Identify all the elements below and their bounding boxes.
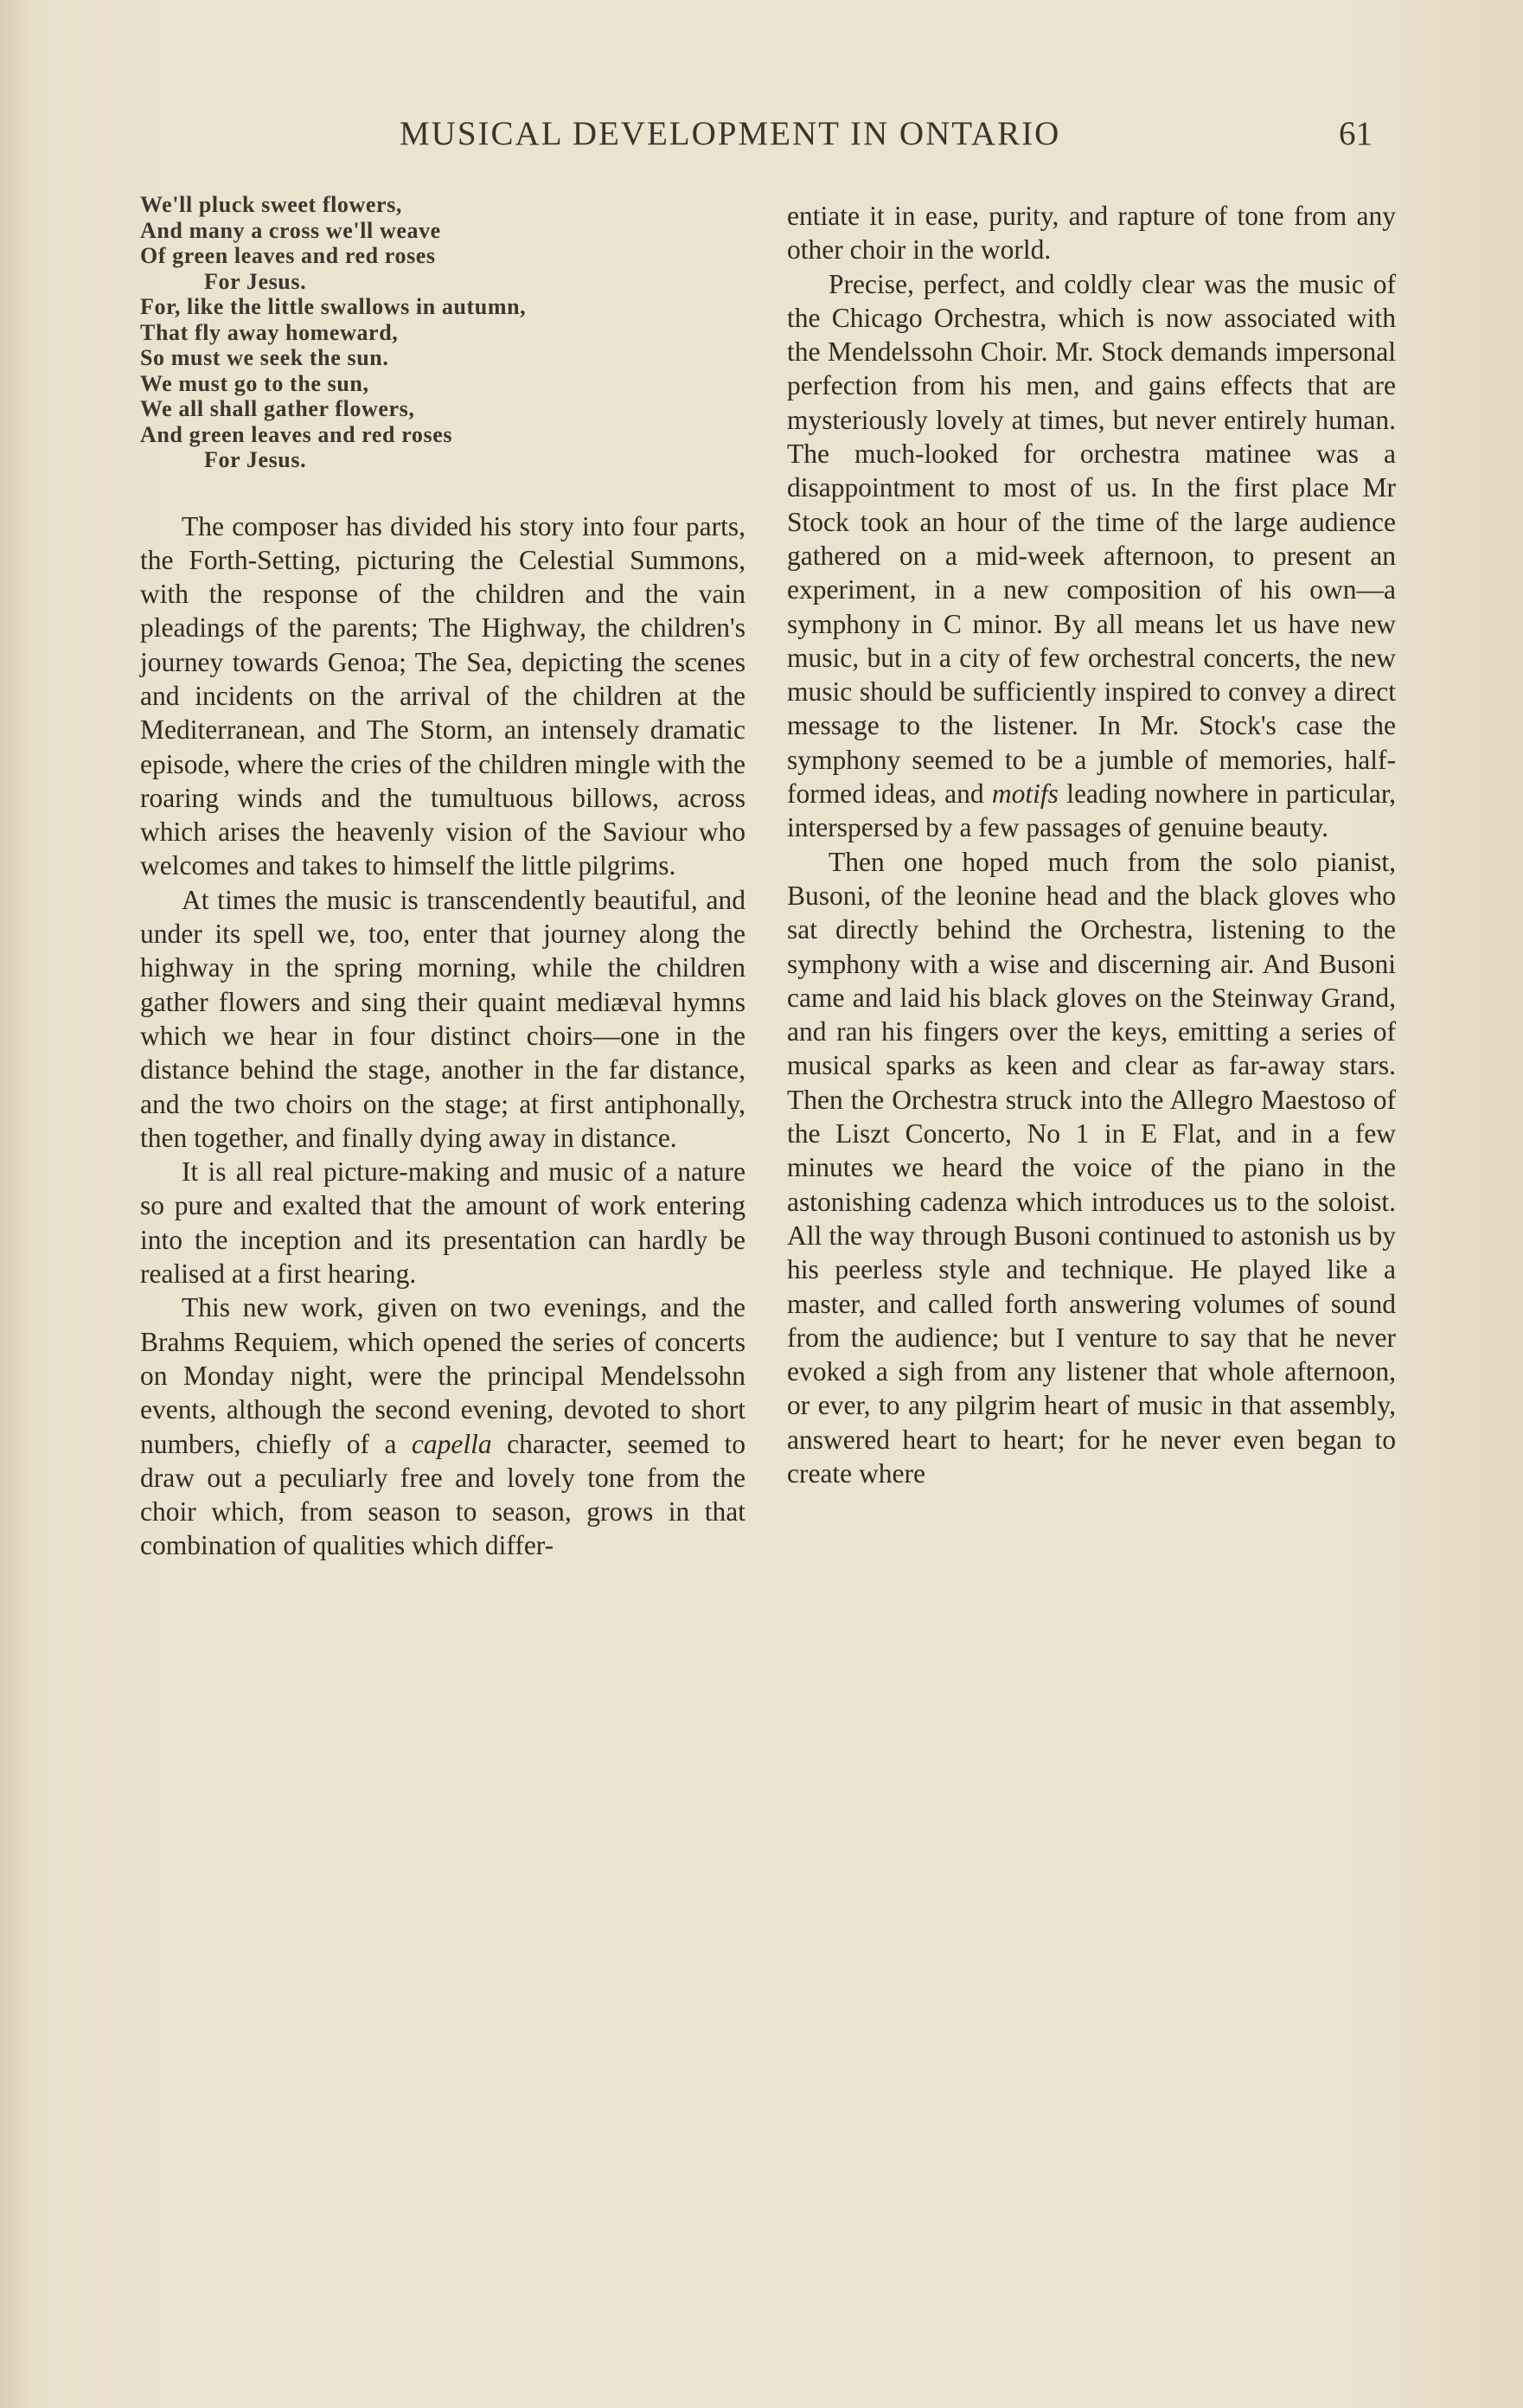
paragraph-text: leading nowhere in particular, interspersed by a few passages of genuine beauty. xyxy=(787,778,1396,843)
page-number: 61 xyxy=(1339,115,1373,152)
italic-term: capella xyxy=(411,1428,492,1459)
paragraph-text: Precise, perfect, and coldly clear was the music of the Chicago Orchestra, which is now associated with the Mendelssohn Choir. Mr. Stock demands impersonal perfection from his men, and gains effects that are mysteriously lovely at times, but never entirely human. The much-looked for orchestra matinee was a disappointment to most of us. In the first place Mr Stock took an hour of the time of the large audience gathered on a mid-week afternoon, to present an experiment, in a new composition of his own—a symphony in C minor. By all means let us have new music, but in a city of few orchestral concerts, the new music should be sufficiently inspired to convey a direct message to the listener. In Mr. Stock's case the symphony seemed to be a jumble of memories, half-formed ideas, and xyxy=(787,268,1396,810)
italic-term: motifs xyxy=(991,778,1059,810)
poem-line: We'll pluck sweet flowers, xyxy=(140,192,403,217)
right-column xyxy=(787,199,1396,1490)
running-title: MUSICAL DEVELOPMENT IN ONTARIO xyxy=(400,115,1061,152)
poem-line: And green leaves and red roses xyxy=(140,421,453,447)
paragraph-text: This new work, given on two evenings, and the Brahms Requiem, which opened the series of concerts on Monday night, were the principal Mendelssohn events, although the second evening, devoted to short numbers, chiefly of a xyxy=(140,1292,746,1459)
poem-line: We must go to the sun, xyxy=(140,370,369,396)
paragraph: Then one hoped much from the solo pianist, Busoni, of the leonine head and the black gloves who sat directly behind the Orchestra, listening to the symphony with a wise and discerning air. And Busoni came and laid his black gloves on the Steinway Grand, and ran his fingers over the keys, emitting a series of musical sparks as keen and clear as far-away stars. Then the Orchestra struck into the Allegro Maestoso of the Liszt Concerto, No 1 in E Flat, and in a few minutes we heard the voice of the piano in the astonishing cadenza which introduces us to the soloist. All the way through Busoni continued to astonish us by his peerless style and technique. He played like a master, and called forth answering volumes of sound from the audience; but I venture to say that he never evoked a sigh from any listener that whole afternoon, or ever, to any pilgrim heart of music in that assembly, answered heart to heart; for he never even began to create where xyxy=(787,846,1396,1489)
paragraph: entiate it in ease, purity, and rapture of tone from any other choir in the world. xyxy=(787,201,1396,266)
paragraph xyxy=(140,1290,746,1562)
poem-line: That fly away homeward, xyxy=(140,319,399,345)
poem-line: For, like the little swallows in autumn, xyxy=(140,294,527,319)
paragraph-text: character, seemed to draw out a peculiarly free and lovely tone from the choir which, from season to season, grows in that combination of qualities which differ- xyxy=(140,1428,746,1561)
paragraph: It is all real picture-making and music of a nature so pure and exalted that the amount of work entering into the inception and its presentation can hardly be realised at a first hearing. xyxy=(140,1156,746,1290)
left-column xyxy=(140,192,746,1563)
poem-line: We all shall gather flowers, xyxy=(140,396,415,421)
paragraph xyxy=(787,267,1396,845)
paragraph: At times the music is transcendently beautiful, and under its spell we, too, enter that journey along the highway in the spring morning, while the children gather flowers and sing their quaint mediæval hymns which we hear in four distinct choirs—one in the distance behind the stage, another in the far distance, and the two choirs on the stage; at first antiphonally, then together, and finally dying away in distance. xyxy=(140,884,746,1153)
poem-line: So must we seek the sun. xyxy=(140,345,389,370)
poem-line: For Jesus. xyxy=(204,447,307,472)
poem-line: Of green leaves and red roses xyxy=(140,243,436,268)
poem xyxy=(140,192,746,473)
paragraph: The composer has divided his story into four parts, the Forth-Setting, picturing the Celestial Summons, with the response of the children and the vain pleadings of the parents; The Highway, the children's journey towards Genoa; The Sea, depicting the scenes and incidents on the arrival of the children at the Mediterranean, and The Storm, an intensely dramatic episode, where the cries of the children mingle with the roaring winds and the tumultuous billows, across which arises the heavenly vision of the Saviour who welcomes and takes to himself the little pilgrims. xyxy=(140,510,746,881)
poem-line: And many a cross we'll weave xyxy=(140,217,441,243)
poem-line: For Jesus. xyxy=(204,268,307,294)
